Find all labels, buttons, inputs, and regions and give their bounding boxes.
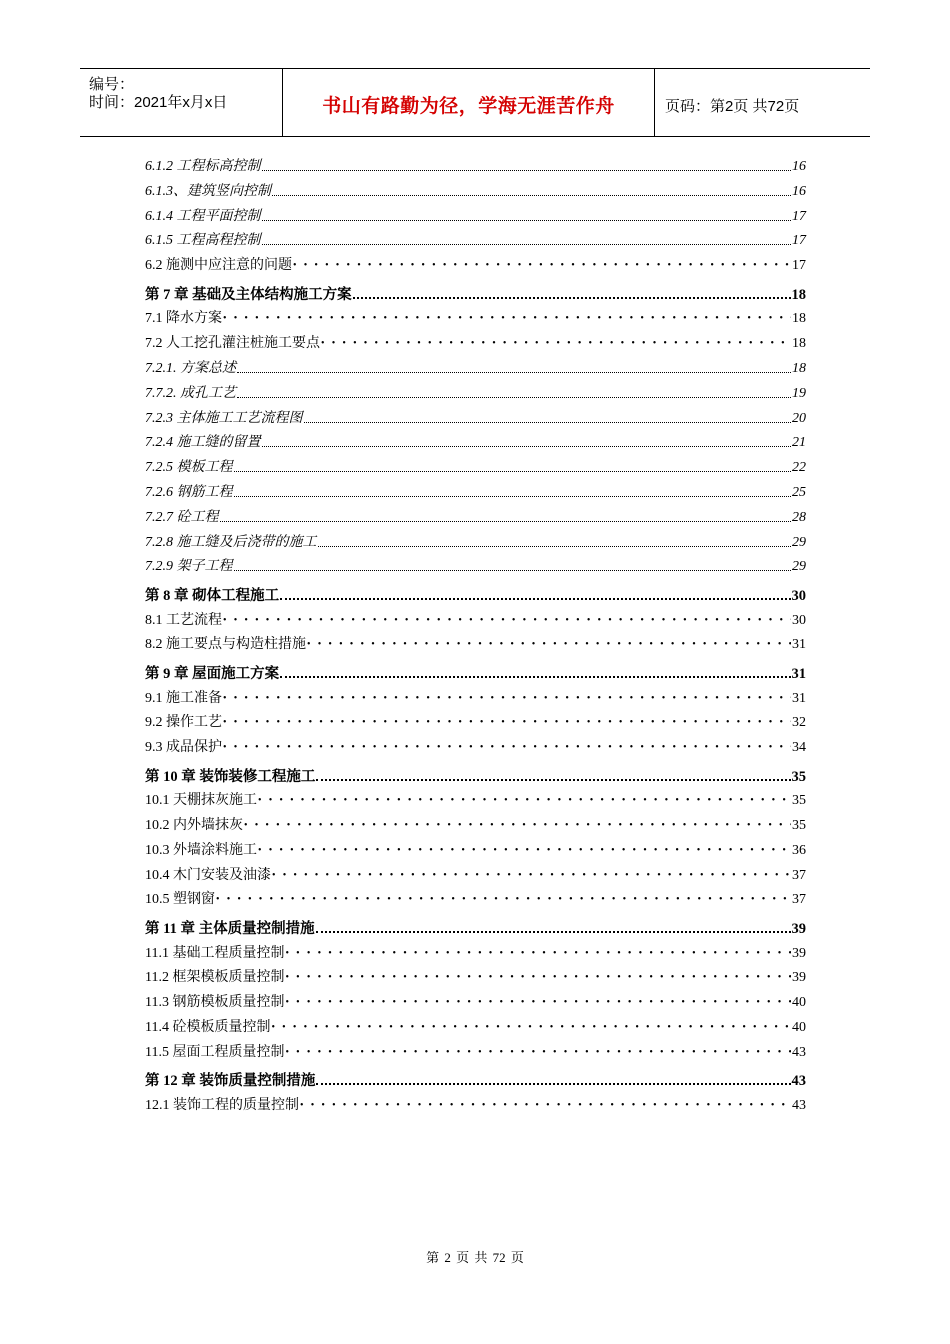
toc-entry-title: 第 12 章 装饰质量控制措施 (145, 1073, 316, 1090)
toc-dot-leader (316, 931, 791, 933)
toc-entry-title: 第 7 章 基础及主体结构施工方案 (145, 286, 352, 303)
toc-entry-title: 7.2.1. 方案总述 (145, 360, 236, 376)
toc-entry[interactable] (145, 183, 806, 201)
toc-entry[interactable] (145, 310, 806, 328)
toc-entry-title: 8.1 工艺流程 (145, 612, 222, 628)
toc-dot-leader (307, 640, 791, 650)
toc-entry-title: 9.1 施工准备 (145, 690, 222, 706)
toc-entry-page: 29 (792, 534, 806, 550)
toc-entry-page: 16 (792, 159, 806, 174)
toc-entry-page: 17 (792, 258, 806, 274)
toc-dot-leader (280, 598, 790, 600)
toc-entry-page: 18 (791, 286, 806, 303)
toc-entry-page: 35 (792, 793, 806, 809)
toc-dot-leader (262, 220, 792, 221)
toc-dot-leader (223, 616, 791, 626)
toc-dot-leader (223, 314, 791, 324)
toc-dot-leader (234, 496, 792, 497)
toc-entry-page: 17 (792, 233, 806, 249)
toc-entry-page: 18 (792, 360, 806, 376)
toc-chapter-entry[interactable] (145, 768, 806, 786)
toc-entry[interactable] (145, 158, 806, 176)
toc-entry-title: 6.2 施测中应注意的问题 (145, 258, 292, 274)
toc-entry-title: 7.2.4 施工缝的留置 (145, 435, 261, 451)
toc-dot-leader (304, 422, 792, 423)
toc-entry[interactable] (145, 434, 806, 452)
toc-entry-title: 11.5 屋面工程质量控制 (145, 1044, 285, 1060)
toc-entry[interactable] (145, 792, 806, 810)
header-page-label: 页码：第2页 共72页 (665, 98, 800, 115)
toc-entry[interactable] (145, 410, 806, 428)
toc-entry-page: 17 (792, 208, 806, 224)
toc-entry[interactable] (145, 1044, 806, 1062)
footer-prefix: 第 (426, 1250, 440, 1265)
toc-dot-leader (293, 261, 791, 271)
toc-entry-title: 7.1 降水方案 (145, 311, 222, 327)
toc-entry-page: 35 (791, 768, 806, 785)
toc-entry[interactable] (145, 360, 806, 378)
toc-entry[interactable] (145, 714, 806, 732)
toc-chapter-entry[interactable] (145, 587, 806, 605)
toc-entry-title: 7.2.3 主体施工工艺流程图 (145, 410, 303, 426)
toc-entry-page: 40 (792, 995, 806, 1011)
toc-entry-title: 11.3 钢筋模板质量控制 (145, 995, 285, 1011)
toc-entry[interactable] (145, 817, 806, 835)
toc-entry-page: 34 (792, 740, 806, 756)
toc-entry-page: 37 (792, 892, 806, 908)
toc-entry[interactable] (145, 636, 806, 654)
toc-entry[interactable] (145, 945, 806, 963)
toc-dot-leader (262, 244, 792, 245)
footer-page-word: 页 (456, 1250, 470, 1265)
toc-entry[interactable] (145, 335, 806, 353)
toc-entry-title: 11.2 框架模板质量控制 (145, 970, 285, 986)
toc-entry-title: 10.2 内外墙抹灰 (145, 818, 243, 834)
toc-entry[interactable] (145, 509, 806, 527)
toc-dot-leader (223, 743, 791, 753)
toc-entry-title: 7.2.7 砼工程 (145, 509, 219, 525)
toc-entry-title: 第 11 章 主体质量控制措施 (145, 920, 315, 937)
toc-dot-leader (258, 846, 791, 856)
toc-entry-title: 10.4 木门安装及油漆 (145, 867, 271, 883)
toc-entry-page: 18 (792, 336, 806, 352)
toc-entry-title: 第 10 章 装饰装修工程施工 (145, 768, 316, 785)
document-number-label: 编号： (89, 76, 135, 93)
toc-dot-leader (318, 546, 792, 547)
toc-entry[interactable] (145, 558, 806, 576)
toc-entry[interactable] (145, 257, 806, 275)
toc-entry-page: 43 (792, 1044, 806, 1060)
toc-dot-leader (237, 397, 791, 398)
toc-entry[interactable] (145, 1097, 806, 1115)
footer-suffix: 页 (510, 1250, 524, 1265)
toc-dot-leader (272, 195, 791, 196)
toc-entry-title: 12.1 装饰工程的质量控制 (145, 1098, 299, 1114)
toc-dot-leader (244, 821, 791, 831)
toc-entry-page: 20 (792, 410, 806, 426)
toc-chapter-entry[interactable] (145, 665, 806, 683)
toc-entry-page: 19 (792, 385, 806, 401)
toc-entry[interactable] (145, 690, 806, 708)
footer-total-pages: 72 (492, 1250, 506, 1265)
page-header (80, 68, 870, 137)
toc-entry-title: 第 8 章 砌体工程施工 (145, 587, 280, 604)
table-of-contents (145, 158, 806, 1115)
toc-entry[interactable] (145, 208, 806, 226)
toc-entry-title: 7.2.6 钢筋工程 (145, 484, 233, 500)
toc-entry[interactable] (145, 612, 806, 630)
toc-entry-title: 8.2 施工要点与构造柱措施 (145, 637, 306, 653)
header-info-cell (80, 69, 283, 136)
toc-entry[interactable] (145, 484, 806, 502)
toc-entry[interactable] (145, 842, 806, 860)
toc-entry-title: 10.3 外墙涂料施工 (145, 842, 257, 858)
toc-dot-leader (285, 998, 791, 1008)
toc-dot-leader (234, 570, 792, 571)
header-page-cell (655, 69, 870, 136)
toc-entry[interactable] (145, 867, 806, 885)
toc-entry[interactable] (145, 385, 806, 403)
toc-chapter-entry[interactable] (145, 920, 806, 938)
toc-entry[interactable] (145, 459, 806, 477)
toc-entry[interactable] (145, 739, 806, 757)
toc-entry-page: 31 (792, 637, 806, 653)
toc-entry-title: 6.1.4 工程平面控制 (145, 208, 261, 224)
toc-dot-leader (223, 718, 791, 728)
toc-entry-page: 35 (792, 818, 806, 834)
toc-entry-page: 43 (791, 1073, 806, 1090)
toc-entry-page: 18 (792, 311, 806, 327)
toc-entry-page: 25 (792, 484, 806, 500)
toc-entry[interactable] (145, 1019, 806, 1037)
toc-entry-title: 6.1.5 工程高程控制 (145, 233, 261, 249)
document-time-label: 时间：2021年x月x日 (89, 94, 228, 111)
header-motto: 书山有路勤为径，学海无涯苦作舟 (322, 95, 615, 117)
toc-entry-title: 9.3 成品保护 (145, 740, 222, 756)
toc-entry-title: 6.1.2 工程标高控制 (145, 159, 261, 174)
page-footer (0, 1247, 950, 1266)
toc-entry-title: 10.1 天棚抹灰施工 (145, 793, 257, 809)
toc-entry-page: 43 (792, 1098, 806, 1114)
toc-entry[interactable] (145, 232, 806, 250)
toc-dot-leader (237, 372, 791, 373)
toc-entry-page: 40 (792, 1020, 806, 1036)
footer-current-page: 2 (444, 1250, 451, 1265)
toc-dot-leader (353, 297, 791, 299)
toc-entry-page: 39 (791, 920, 806, 937)
toc-entry-page: 29 (792, 559, 806, 575)
toc-entry-page: 32 (792, 715, 806, 731)
footer-total-word: 共 (474, 1250, 488, 1265)
toc-dot-leader (234, 471, 792, 472)
toc-entry-page: 16 (792, 183, 806, 199)
toc-entry-page: 31 (791, 665, 806, 682)
toc-entry-page: 30 (792, 612, 806, 628)
toc-dot-leader (285, 1048, 791, 1058)
toc-dot-leader (262, 170, 792, 171)
toc-entry[interactable] (145, 534, 806, 552)
toc-dot-leader (316, 779, 790, 781)
toc-dot-leader (321, 339, 791, 349)
toc-chapter-entry[interactable] (145, 1072, 806, 1090)
toc-entry-page: 36 (792, 842, 806, 858)
toc-entry-page: 37 (792, 867, 806, 883)
toc-entry-page: 30 (791, 587, 806, 604)
toc-entry-title: 6.1.3、建筑竖向控制 (145, 183, 271, 199)
toc-entry-title: 7.2 人工挖孔灌注桩施工要点 (145, 336, 320, 352)
toc-entry-page: 31 (792, 690, 806, 706)
toc-entry-title: 7.7.2. 成孔工艺 (145, 385, 236, 401)
toc-entry-page: 22 (792, 460, 806, 476)
toc-entry-title: 10.5 塑钢窗 (145, 892, 215, 908)
toc-chapter-entry[interactable] (145, 286, 806, 304)
toc-entry-title: 7.2.5 模板工程 (145, 460, 233, 476)
toc-entry-page: 21 (792, 435, 806, 451)
toc-dot-leader (285, 949, 791, 959)
toc-dot-leader (262, 446, 792, 447)
toc-dot-leader (258, 796, 791, 806)
toc-dot-leader (316, 1083, 790, 1085)
toc-entry-title: 11.4 砼模板质量控制 (145, 1020, 271, 1036)
toc-dot-leader (280, 676, 790, 678)
toc-dot-leader (272, 871, 791, 881)
header-motto-cell (283, 69, 655, 136)
toc-entry[interactable] (145, 969, 806, 987)
toc-entry-page: 39 (792, 970, 806, 986)
toc-dot-leader (271, 1023, 791, 1033)
toc-dot-leader (220, 521, 792, 522)
toc-entry-page: 28 (792, 509, 806, 525)
toc-dot-leader (216, 895, 791, 905)
toc-entry-title: 11.1 基础工程质量控制 (145, 945, 285, 961)
toc-dot-leader (223, 694, 791, 704)
toc-entry[interactable] (145, 994, 806, 1012)
toc-entry[interactable] (145, 891, 806, 909)
toc-entry-title: 7.2.8 施工缝及后浇带的施工 (145, 534, 317, 550)
toc-dot-leader (285, 973, 791, 983)
toc-entry-title: 7.2.9 架子工程 (145, 559, 233, 575)
toc-dot-leader (300, 1101, 791, 1111)
toc-entry-title: 9.2 操作工艺 (145, 715, 222, 731)
toc-entry-page: 39 (792, 945, 806, 961)
toc-entry-title: 第 9 章 屋面施工方案 (145, 665, 280, 682)
